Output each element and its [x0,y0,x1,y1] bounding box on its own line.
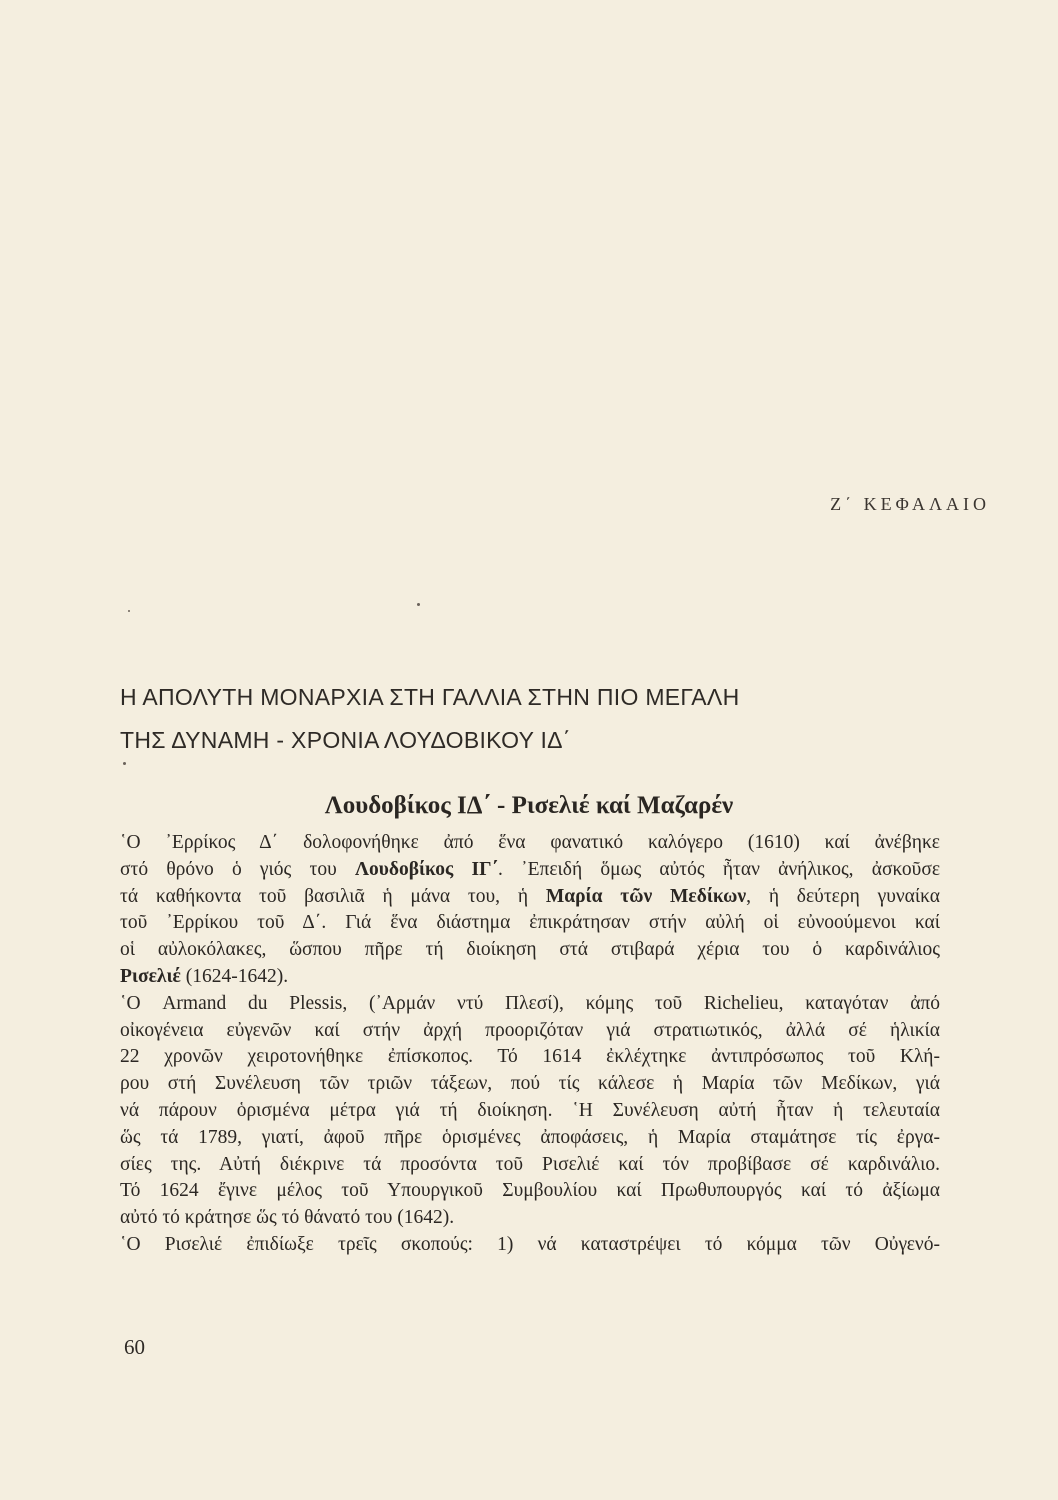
text-line: οἱ αὐλοκόλακες, ὥσπου πῆρε τή διοίκηση στά στιβαρά χέρια του ὁ καρδινάλιος [120,939,940,961]
text-line: ῾Ο ᾿Ερρίκος Δ΄ δολοφονήθηκε ἀπό ἕνα φανατικό καλόγερο (1610) καί ἀνέβηκε [120,832,940,853]
text-line: ὥς τά 1789, γιατί, ἀφοῦ πῆρε ὁρισμένες ἀποφάσεις, ἡ Μαρία σταμάτησε τίς ἐργα- [120,1126,940,1148]
text-line: ρου στή Συνέλευση τῶν τριῶν τάξεων, πού τίς κάλεσε ἡ Μαρία τῶν Μεδίκων, γιά [120,1073,940,1095]
chapter-title-line: Η ΑΠΟΛΥΤΗ ΜΟΝΑΡΧΙΑ ΣΤΗ ΓΑΛΛΙΑ ΣΤΗΝ ΠΙΟ ΜΕΓΑΛΗ [120,684,740,710]
chapter-title-line: ΤΗΣ ΔΥΝΑΜΗ - ΧΡΟΝΙΑ ΛΟΥΔΟΒΙΚΟΥ ΙΔ΄ [120,727,571,753]
text-line: σίες της. Αὐτή διέκρινε τά προσόντα τοῦ Ρισελιέ καί τόν προβίβασε σέ καρδινάλιο. [120,1153,940,1175]
body-text [120,830,940,1259]
page-number: 60 [124,1335,145,1359]
paper-speck [128,610,130,612]
text-line: αὐτό τό κράτησε ὥς τό θάνατό του (1642). [120,1207,455,1229]
section-heading: Λουδοβίκος ΙΔ΄ - Ρισελιέ καί Μαζαρέν [324,792,734,819]
text-line: στό θρόνο ὁ γιός του Λουδοβίκος ΙΓ΄. ᾿Επειδή ὅμως αὐτός ἦταν ἀνήλικος, ἀσκοῦσε [120,858,941,880]
bold-name: Μαρία τῶν Μεδίκων [545,885,747,907]
chapter-title [120,676,920,762]
text-line: Ρισελιέ (1624-1642). [120,965,289,987]
paper-speck [123,762,126,765]
text-line: ῾Ο Armand du Plessis, (᾿Αρμάν ντύ Πλεσί), κόμης τοῦ Richelieu, καταγόταν ἀπό [120,992,940,1014]
text-line: τοῦ ᾿Ερρίκου τοῦ Δ΄. Γιά ἕνα διάστημα ἐπικράτησαν στήν αὐλή οἱ εὐνοούμενοι καί [120,912,940,934]
bold-name: Ρισελιέ [120,965,181,987]
text-line: ῾Ο Ρισελιέ ἐπιδίωξε τρεῖς σκοπούς: 1) νά καταστρέψει τό κόμμα τῶν Οὐγενό- [120,1233,940,1255]
paper-speck [417,603,420,606]
text-line: 22 χρονῶν χειροτονήθηκε ἐπίσκοπος. Τό 1614 ἐκλέχτηκε ἀντιπρόσωπος τοῦ Κλή- [120,1046,940,1068]
bold-name: Λουδοβίκος ΙΓ΄ [354,858,498,880]
text-line: τά καθήκοντα τοῦ βασιλιᾶ ἡ μάνα του, ἡ Μαρία τῶν Μεδίκων, ἡ δεύτερη γυναίκα [120,885,941,907]
text-line: νά πάρουν ὁρισμένα μέτρα γιά τή διοίκηση. ῾Η Συνέλευση αὐτή ἦταν ἡ τελευταία [120,1099,940,1121]
text-line: Τό 1624 ἔγινε μέλος τοῦ Υπουργικοῦ Συμβουλίου καί Πρωθυπουργός καί τό ἀξίωμα [120,1180,940,1202]
chapter-label: Ζ΄ ΚΕΦΑΛΑΙΟ [830,494,990,514]
text-line: οἰκογένεια εὐγενῶν καί στήν ἀρχή προοριζόταν γιά στρατιωτικός, ἀλλά σέ ἡλικία [120,1019,940,1041]
